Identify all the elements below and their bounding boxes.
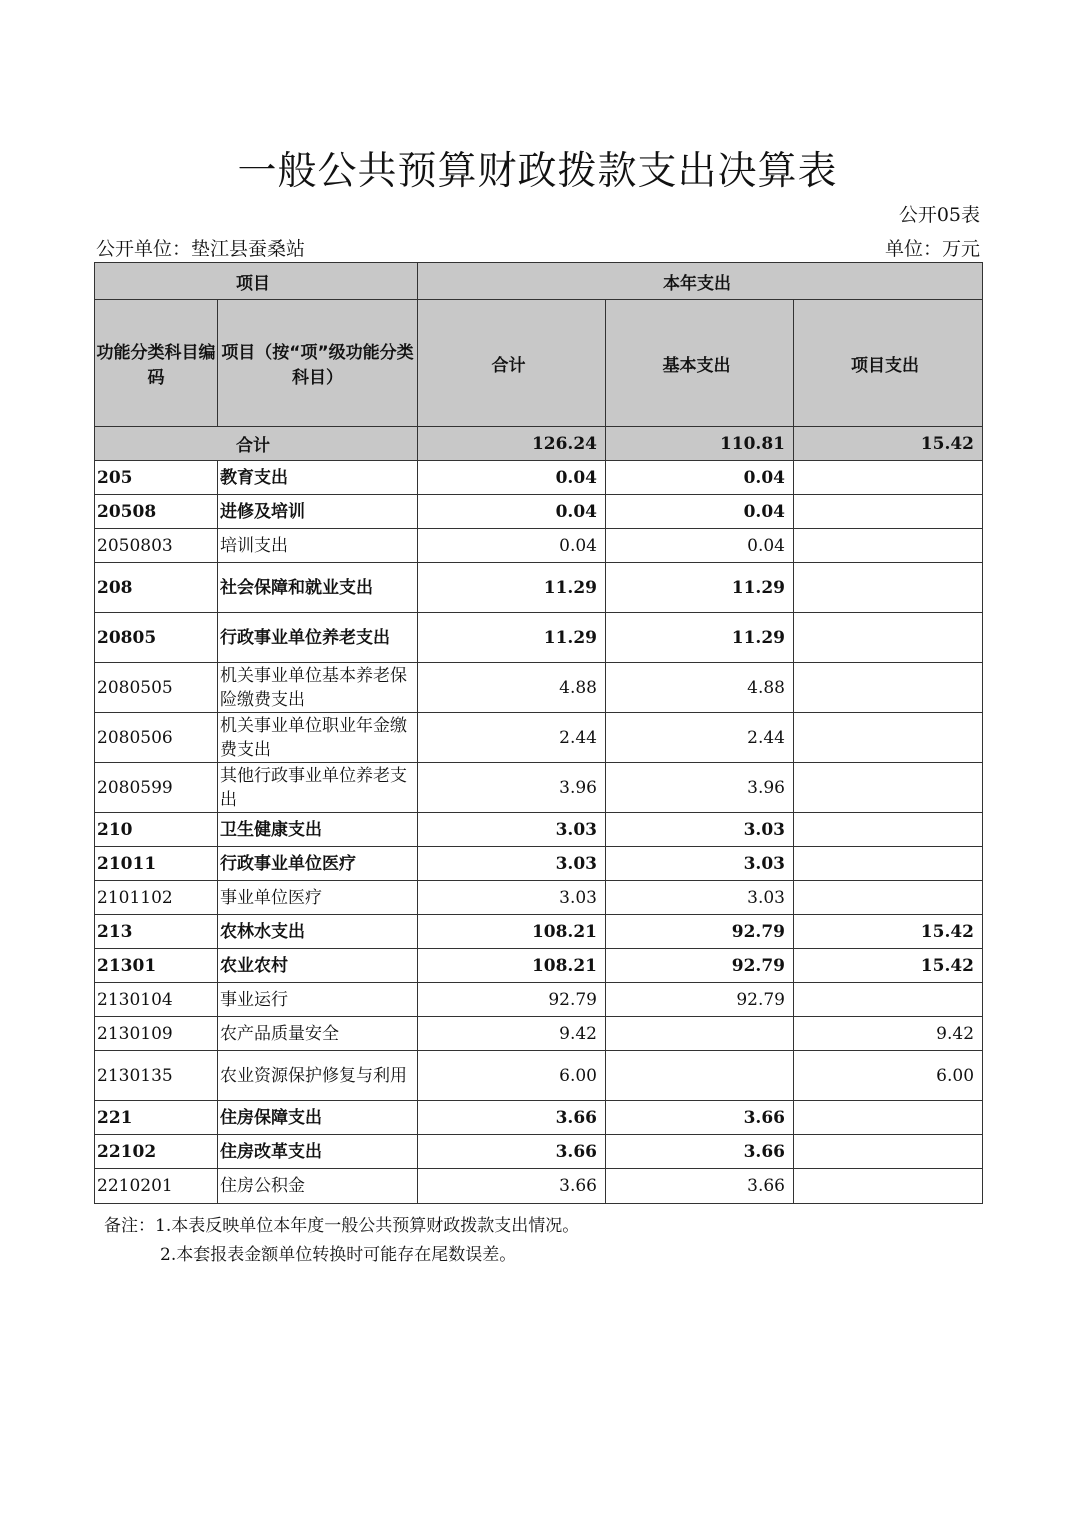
total-basic: 110.81 (606, 427, 794, 461)
row-basic: 0.04 (606, 495, 794, 529)
row-basic: 3.03 (606, 847, 794, 881)
row-name: 其他行政事业单位养老支出 (218, 763, 418, 813)
header-project: 项目 (95, 263, 418, 300)
row-name: 机关事业单位职业年金缴费支出 (218, 713, 418, 763)
table-row (95, 613, 983, 663)
row-total: 0.04 (418, 529, 606, 563)
row-total: 3.66 (418, 1135, 606, 1169)
row-total: 9.42 (418, 1017, 606, 1051)
table-row (95, 1169, 983, 1204)
row-name: 住房改革支出 (218, 1135, 418, 1169)
row-name: 事业单位医疗 (218, 881, 418, 915)
header-project-expense: 项目支出 (794, 300, 983, 427)
row-basic: 3.03 (606, 881, 794, 915)
row-total: 0.04 (418, 495, 606, 529)
row-basic: 11.29 (606, 563, 794, 613)
row-total: 3.03 (418, 881, 606, 915)
row-code: 2101102 (95, 881, 218, 915)
table-row (95, 1135, 983, 1169)
row-total: 2.44 (418, 713, 606, 763)
budget-table (94, 262, 983, 1204)
row-project (794, 1135, 983, 1169)
row-project: 15.42 (794, 915, 983, 949)
header-name: 项目（按“项”级功能分类科目） (218, 300, 418, 427)
table-row (95, 915, 983, 949)
row-total: 6.00 (418, 1051, 606, 1101)
row-project (794, 1169, 983, 1204)
row-project: 6.00 (794, 1051, 983, 1101)
row-basic: 92.79 (606, 949, 794, 983)
row-basic: 3.03 (606, 813, 794, 847)
total-total: 126.24 (418, 427, 606, 461)
row-name: 行政事业单位养老支出 (218, 613, 418, 663)
row-total: 3.96 (418, 763, 606, 813)
table-row (95, 529, 983, 563)
row-total: 3.03 (418, 847, 606, 881)
row-code: 2080505 (95, 663, 218, 713)
row-basic (606, 1017, 794, 1051)
row-code: 20805 (95, 613, 218, 663)
note-2: 2.本套报表金额单位转换时可能存在尾数误差。 (160, 1245, 517, 1265)
row-name: 进修及培训 (218, 495, 418, 529)
row-project (794, 847, 983, 881)
row-code: 2130104 (95, 983, 218, 1017)
table-row (95, 663, 983, 713)
row-total: 11.29 (418, 613, 606, 663)
reporting-unit: 公开单位：垫江县蚕桑站 (96, 238, 306, 260)
row-code: 2050803 (95, 529, 218, 563)
total-row (95, 427, 983, 461)
row-code: 205 (95, 461, 218, 495)
row-code: 22102 (95, 1135, 218, 1169)
row-total: 92.79 (418, 983, 606, 1017)
row-name: 农业资源保护修复与利用 (218, 1051, 418, 1101)
table-row (95, 763, 983, 813)
header-current-year: 本年支出 (418, 263, 983, 300)
total-label: 合计 (95, 427, 418, 461)
row-code: 210 (95, 813, 218, 847)
header-total: 合计 (418, 300, 606, 427)
row-project (794, 881, 983, 915)
row-code: 221 (95, 1101, 218, 1135)
row-project: 15.42 (794, 949, 983, 983)
row-name: 卫生健康支出 (218, 813, 418, 847)
row-name: 农产品质量安全 (218, 1017, 418, 1051)
row-project (794, 713, 983, 763)
header-row-2 (95, 300, 983, 427)
row-code: 20508 (95, 495, 218, 529)
row-total: 4.88 (418, 663, 606, 713)
table-row (95, 563, 983, 613)
table-row (95, 949, 983, 983)
table-row (95, 1051, 983, 1101)
note-1: 备注：1.本表反映单位本年度一般公共预算财政拨款支出情况。 (104, 1216, 580, 1236)
table-row (95, 461, 983, 495)
row-total: 108.21 (418, 915, 606, 949)
row-project (794, 663, 983, 713)
row-basic: 3.66 (606, 1101, 794, 1135)
header-row-1 (95, 263, 983, 300)
row-code: 21301 (95, 949, 218, 983)
row-basic: 3.66 (606, 1169, 794, 1204)
row-basic: 11.29 (606, 613, 794, 663)
row-total: 108.21 (418, 949, 606, 983)
row-basic: 92.79 (606, 915, 794, 949)
row-project: 9.42 (794, 1017, 983, 1051)
row-project (794, 763, 983, 813)
total-project: 15.42 (794, 427, 983, 461)
table-row (95, 495, 983, 529)
row-name: 行政事业单位医疗 (218, 847, 418, 881)
row-basic: 0.04 (606, 461, 794, 495)
table-row (95, 847, 983, 881)
row-name: 教育支出 (218, 461, 418, 495)
currency-unit: 单位：万元 (884, 238, 980, 260)
row-total: 0.04 (418, 461, 606, 495)
row-name: 农林水支出 (218, 915, 418, 949)
row-basic: 3.66 (606, 1135, 794, 1169)
row-code: 208 (95, 563, 218, 613)
row-basic: 2.44 (606, 713, 794, 763)
row-name: 机关事业单位基本养老保险缴费支出 (218, 663, 418, 713)
row-total: 11.29 (418, 563, 606, 613)
header-basic: 基本支出 (606, 300, 794, 427)
row-basic: 4.88 (606, 663, 794, 713)
row-project (794, 495, 983, 529)
row-name: 住房保障支出 (218, 1101, 418, 1135)
row-name: 事业运行 (218, 983, 418, 1017)
row-basic (606, 1051, 794, 1101)
row-code: 21011 (95, 847, 218, 881)
row-project (794, 1101, 983, 1135)
row-name: 农业农村 (218, 949, 418, 983)
table-row (95, 983, 983, 1017)
row-project (794, 563, 983, 613)
table-row (95, 1017, 983, 1051)
table-row (95, 881, 983, 915)
row-code: 2080599 (95, 763, 218, 813)
row-code: 213 (95, 915, 218, 949)
row-total: 3.66 (418, 1101, 606, 1135)
table-row (95, 813, 983, 847)
row-basic: 3.96 (606, 763, 794, 813)
row-project (794, 813, 983, 847)
row-code: 2080506 (95, 713, 218, 763)
row-total: 3.66 (418, 1169, 606, 1204)
row-project (794, 983, 983, 1017)
row-code: 2130109 (95, 1017, 218, 1051)
table-row (95, 1101, 983, 1135)
row-project (794, 613, 983, 663)
page-title: 一般公共预算财政拨款支出决算表 (237, 149, 838, 194)
row-code: 2130135 (95, 1051, 218, 1101)
notes (104, 1212, 579, 1270)
row-code: 2210201 (95, 1169, 218, 1204)
row-total: 3.03 (418, 813, 606, 847)
row-project (794, 529, 983, 563)
row-name: 培训支出 (218, 529, 418, 563)
row-name: 社会保障和就业支出 (218, 563, 418, 613)
row-project (794, 461, 983, 495)
row-basic: 0.04 (606, 529, 794, 563)
row-name: 住房公积金 (218, 1169, 418, 1204)
table-row (95, 713, 983, 763)
row-basic: 92.79 (606, 983, 794, 1017)
table-number: 公开05表 (898, 204, 980, 226)
header-code: 功能分类科目编码 (95, 300, 218, 427)
